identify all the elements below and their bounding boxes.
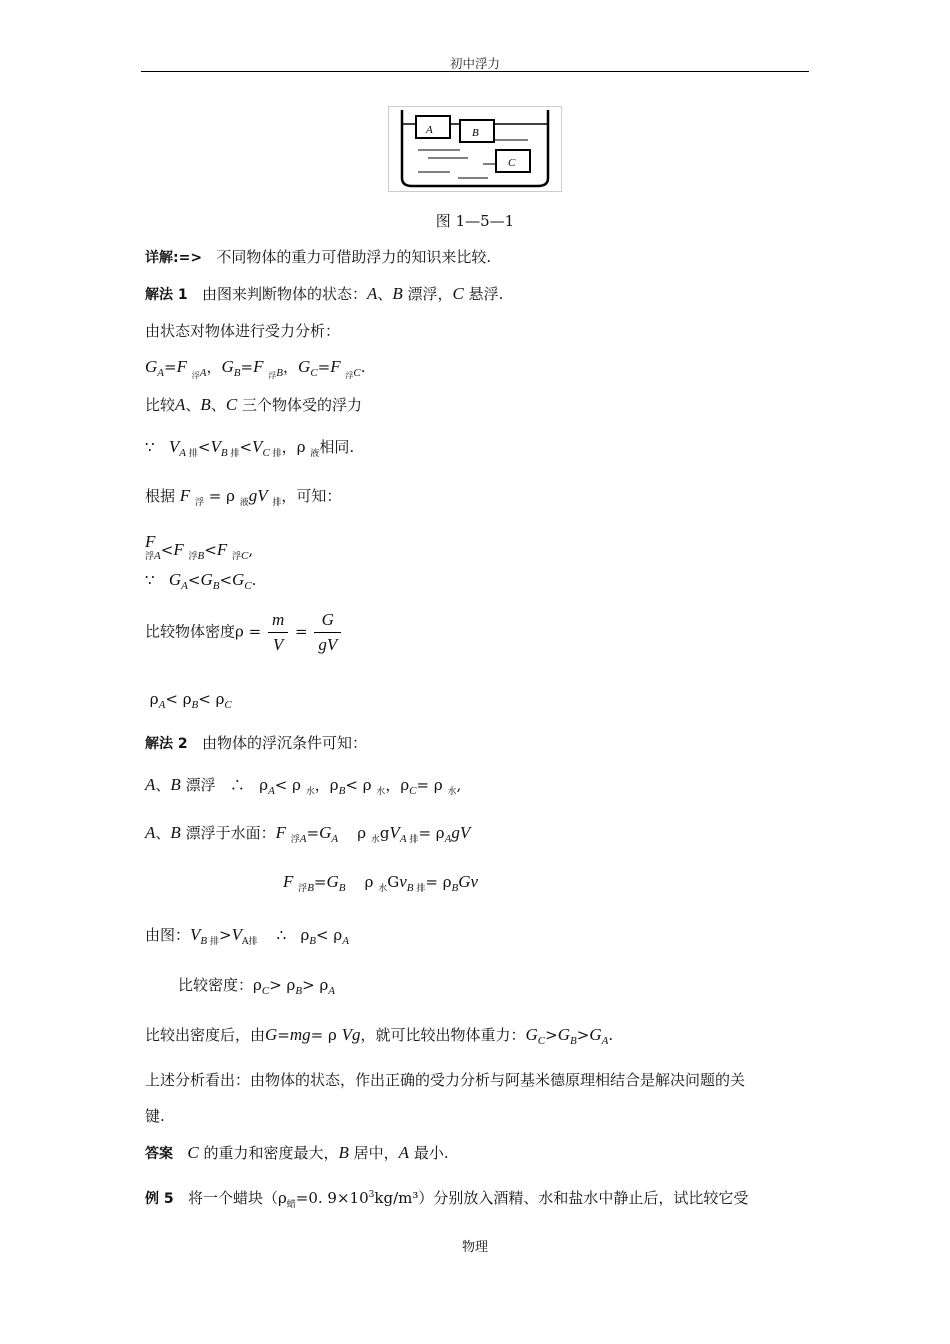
- line-method1: 解法 1 由图来判断物体的状态：A、B 漂浮，C 悬浮.: [145, 284, 504, 303]
- line-weight-conclusion: 比较出密度后，由G=mg= ρ Vg，就可比较出物体重力：$G_C>G_B>G_A$.: [145, 1025, 614, 1047]
- line-archimedes: 根据 F $_浮$ = ρ $_液$gV $_排$，可知：: [145, 486, 342, 508]
- line-float-a: A、B 漂浮于水面：F $_{浮A}=G_A$ ρ $_水gV_{A 排}= \rho_AgV$: [145, 823, 471, 845]
- line-volume-compare: ∵ $V_{A 排}<V_{B 排}<V_{C 排}$，ρ $_液$相同.: [145, 437, 355, 459]
- line-summary-end: 键.: [145, 1107, 165, 1125]
- line-float-condition: A、B 漂浮 ∴ $\rho_A< \rho$ $_水$，$\rho_B< \rho$ $_水$，$\rho_C= \rho$ $_水$,: [145, 775, 462, 797]
- page-header-title: 初中浮力: [449, 56, 500, 71]
- line-float-b: F $_{浮B}=G_B$ ρ $_水Gv_{B 排}= \rho_BGv$: [283, 872, 479, 894]
- line-compare-buoyancy: 比较A、B、C 三个物体受的浮力: [145, 395, 362, 414]
- line-summary: 上述分析看出：由物体的状态，作出正确的受力分析与阿基米德原理相结合是解决问题的关: [145, 1071, 746, 1089]
- line-density-formula: 比较物体密度ρ = $\frac{m}{V}$ = $\frac{G}{gV}$: [145, 610, 343, 655]
- line-weight-order: ∵ $G_A<G_B<G_C$.: [145, 570, 257, 592]
- line-force-analysis: 由状态对物体进行受力分析：: [145, 322, 341, 340]
- line-example5: 例 5 将一个蜡块（$\rho_蜡=0$. $9\times 10^3kg/m^3$）分别放入酒精、水和盐水中静止后，试比较它受: [145, 1189, 749, 1210]
- line-density-order: $\rho_A< \rho_B< \rho_C$: [149, 690, 232, 711]
- block-b-label: B: [472, 127, 479, 139]
- line-buoyancy-order: F: [145, 532, 156, 551]
- line-density-compare: 比较密度：$\rho_C> \rho_B> \rho_A$: [178, 976, 335, 997]
- block-a-label: A: [426, 124, 433, 136]
- line-method2: 解法 2 由物体的浮沉条件可知：: [145, 734, 367, 752]
- line-from-figure: 由图：$V_{B 排}>V_{A排}$ ∴ $\rho_B< \rho_A$: [145, 925, 349, 947]
- line-buoyancy-order-body: $_{浮A}$<F $_{浮B}$<F $_{浮C}$,: [145, 540, 254, 562]
- block-a: [416, 116, 450, 138]
- block-c-label: C: [508, 157, 516, 169]
- line-explanation: 详解:=> 不同物体的重力可借助浮力的知识来比较.: [145, 248, 492, 266]
- line-answer: 答案 C 的重力和密度最大，B 居中，A 最小.: [145, 1143, 449, 1162]
- line-equilibrium: $G_A=F$ $_{浮A}$，$G_B=F$ $_{浮B}$，$G_C=F$ $_{浮C}$.: [145, 357, 366, 380]
- figure-buoyancy-container: [388, 106, 562, 192]
- header-rule: [141, 71, 809, 72]
- page-footer: 物理: [461, 1240, 488, 1255]
- figure-caption: 图 1—5—1: [435, 212, 515, 230]
